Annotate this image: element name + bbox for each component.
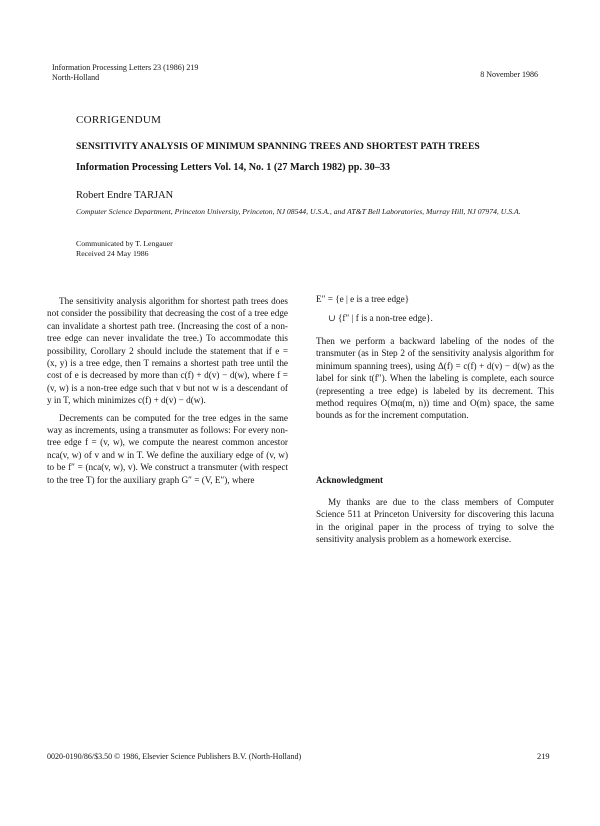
acknowledgment-heading: Acknowledgment <box>316 475 383 485</box>
acknowledgment-text: My thanks are due to the class members of Computer Science 511 at Princeton University for discovering this lacuna in the original paper in the process of trying to solve the sensitivity analysis problem as a homework exercise. <box>316 497 554 545</box>
left-column <box>47 295 288 486</box>
page-number: 219 <box>537 752 550 761</box>
equation-line: ∪ {f″ | f is a non-tree edge}. <box>328 313 433 323</box>
communicated-by: Communicated by T. Lengauer <box>76 239 173 248</box>
received-date: Received 24 May 1986 <box>76 249 149 258</box>
copyright-line: 0020-0190/86/$3.50 © 1986, Elsevier Science Publishers B.V. (North-Holland) <box>47 752 302 761</box>
running-header <box>52 63 198 83</box>
publisher-line: North-Holland <box>52 73 100 82</box>
article-title: SENSITIVITY ANALYSIS OF MINIMUM SPANNING TREES AND SHORTEST PATH TREES <box>76 141 480 152</box>
section-label: CORRIGENDUM <box>76 114 162 126</box>
equation-line: E″ = {e | e is a tree edge} <box>316 294 410 304</box>
author-name: Robert Endre TARJAN <box>76 190 174 201</box>
issue-date: 8 November 1986 <box>480 70 538 79</box>
body-paragraph: Decrements can be computed for the tree edges in the same way as increments, using a transmuter as follows: For every non-tree edge f = (v, w), we compute the nearest common ancestor nca(v, w) of v and w in T. We define the auxiliary edge of (v, w) to be f″ = (nca(v, w), v). We construct a transmuter (with respect to the tree T) for the auxiliary graph G″ = (V, E″), where <box>47 412 288 485</box>
body-paragraph: Then we perform a backward labeling of the nodes of the transmuter (as in Step 2 of the sensitivity analysis algorithm for minimum spanning trees), using Δ(f) = c(f) + d(v) − d(w) as the label for sink t(f″). When the labeling is complete, each source (representing a tree edge) is labeled by its decrement. This method requires O(mα(m, n)) time and O(m) space, the same bounds as for the increment computation. <box>316 336 554 421</box>
right-column <box>316 335 554 422</box>
original-reference: Information Processing Letters Vol. 14, No. 1 (27 March 1982) pp. 30–33 <box>76 162 391 173</box>
acknowledgment-section <box>316 496 554 546</box>
journal-line: Information Processing Letters 23 (1986) 219 <box>52 63 199 72</box>
body-paragraph: The sensitivity analysis algorithm for shortest path trees does not consider the possibility that decreasing the cost of a tree edge can invalidate a shortest path tree. (Increasing the cost of a non-tree edge can never invalidate the tree.) To accommodate this possibility, Corollary 2 should include the statement that if e = (x, y) is a tree edge, then T remains a shortest path tree until the cost of e is decreased by more than c(f) + d(v) − d(w), where f = (v, w) is a non-tree edge such that v but not w is a descendant of y in T, which minimizes c(f) + d(v) − d(w). <box>47 296 288 406</box>
author-affiliation: Computer Science Department, Princeton University, Princeton, NJ 08544, U.S.A., and AT&T Bell Laboratories, Murray Hill, NJ 07974, U.S.A. <box>76 207 521 216</box>
